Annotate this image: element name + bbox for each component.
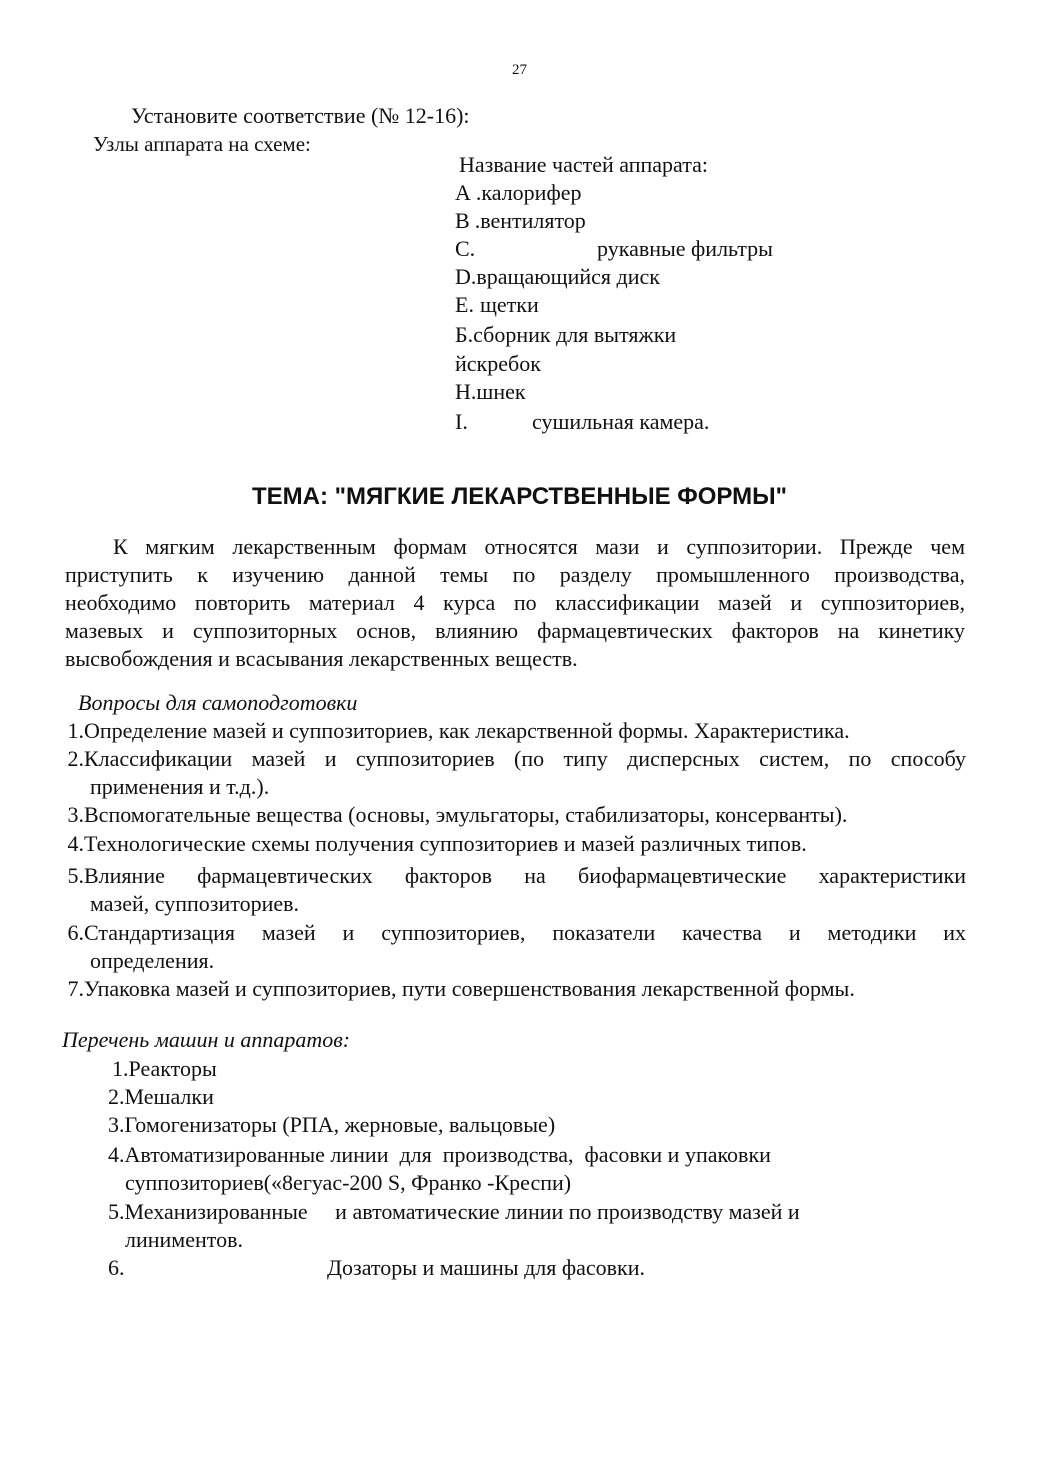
part-letter: I. — [455, 409, 468, 434]
machine-text: Мешалки — [124, 1084, 214, 1109]
question-number: 2. — [67, 746, 84, 771]
machine-item — [108, 1083, 214, 1111]
question-text: Технологические схемы получения суппозиториев и мазей различных типов. — [84, 831, 807, 856]
machine-number: 3. — [108, 1112, 125, 1137]
machine-text: Автоматизированные линии для производства, фасовки и упаковки — [124, 1142, 771, 1167]
machine-text: линиментов. — [125, 1227, 243, 1252]
machine-number: 6. — [108, 1255, 125, 1280]
machine-item — [112, 1055, 217, 1083]
parts-title: Название частей аппарата: — [459, 152, 709, 177]
question-text: мазей, суппозиториев. — [90, 891, 299, 916]
machine-number: 2. — [108, 1084, 125, 1109]
part-item — [455, 179, 581, 207]
section-heading: ТЕМА: "МЯГКИЕ ЛЕКАРСТВЕННЫЕ ФОРМЫ" — [252, 483, 787, 510]
part-text: шнек — [476, 379, 526, 404]
machine-item — [108, 1198, 800, 1226]
question-text: Упаковка мазей и суппозиториев, пути совершенствования лекарственной формы. — [84, 976, 855, 1001]
part-letter: й — [455, 351, 467, 376]
part-item — [455, 408, 468, 436]
question-number: 6. — [67, 920, 84, 945]
part-text: .вентилятор — [474, 208, 586, 233]
machine-text: Реакторы — [128, 1056, 217, 1081]
machine-text: Дозаторы и машины для фасовки. — [327, 1255, 646, 1280]
part-text: сборник для вытяжки — [473, 322, 677, 347]
question-text: Стандартизация мазей и суппозиториев, показатели качества и методики их — [84, 920, 966, 945]
part-letter: D. — [455, 264, 477, 289]
part-letter: А — [455, 180, 471, 205]
part-text: .калорифер — [475, 180, 582, 205]
paragraph-line: К мягким лекарственным формам относятся мази и суппозитории. Прежде чем — [113, 534, 965, 559]
machine-number: 4. — [108, 1142, 125, 1167]
part-letter: В — [455, 208, 470, 233]
part-item — [455, 207, 586, 235]
question-text: Определение мазей и суппозиториев, как лекарственной формы. Характеристика. — [84, 718, 850, 743]
intro-paragraph — [65, 533, 965, 673]
machine-item — [108, 1141, 771, 1169]
machine-number: 5. — [108, 1199, 125, 1224]
questions-title: Вопросы для самоподготовки — [78, 690, 358, 715]
machine-number: 1. — [112, 1056, 129, 1081]
part-letter: Н. — [455, 379, 477, 404]
part-item — [455, 235, 475, 263]
part-text: вращающийся диск — [476, 264, 660, 289]
question-number: 5. — [67, 863, 84, 888]
part-text: сушильная камера. — [532, 409, 710, 434]
machine-text: суппозиториев(«8егуас-200 S, Франко -Креспи) — [125, 1170, 572, 1195]
part-text: щетки — [479, 292, 539, 317]
machine-text: Гомогенизаторы (РПА, жерновые, вальцовые) — [124, 1112, 556, 1137]
question-text: определения. — [90, 948, 215, 973]
part-text: рукавные фильтры — [597, 236, 773, 261]
question-number: 7. — [67, 976, 84, 1001]
paragraph-line: приступить к изучению данной темы по разделу промышленного производства, — [65, 562, 965, 587]
paragraph-line: мазевых и суппозиторных основ, влиянию фармацевтических факторов на кинетику — [65, 618, 965, 643]
question-number: 3. — [67, 802, 84, 827]
machine-text: Механизированные и автоматические линии по производству мазей и — [124, 1199, 800, 1224]
paragraph-line: необходимо повторить материал 4 курса по классификации мазей и суппозиториев, — [65, 590, 965, 615]
question-text: применения и т.д.). — [90, 774, 270, 799]
part-item — [455, 291, 539, 319]
part-item — [455, 263, 660, 291]
part-letter: Б. — [455, 322, 474, 347]
question-text: Вспомогательные вещества (основы, эмульгаторы, стабилизаторы, консерванты). — [84, 802, 848, 827]
part-letter: С. — [455, 236, 476, 261]
question-text: Влияние фармацевтических факторов на биофармацевтические характеристики — [84, 863, 966, 888]
machines-title: Перечень машин и аппаратов: — [62, 1027, 351, 1052]
part-letter: Е. — [455, 292, 474, 317]
part-item — [455, 321, 676, 349]
matching-instruction: Установите соответствие (№ 12-16): — [131, 103, 470, 128]
part-item — [455, 378, 526, 406]
question-number: 1. — [67, 718, 84, 743]
paragraph-line: высвобождения и всасывания лекарственных веществ. — [65, 646, 578, 671]
part-item — [455, 350, 541, 378]
part-text: скребок — [466, 351, 541, 376]
machine-item — [108, 1111, 555, 1139]
page-number: 27 — [512, 62, 527, 78]
diagram-label: Узлы аппарата на схеме: — [93, 132, 311, 156]
question-number: 4. — [67, 831, 84, 856]
question-text: Классификации мазей и суппозиториев (по типу дисперсных систем, по способу — [84, 746, 966, 771]
